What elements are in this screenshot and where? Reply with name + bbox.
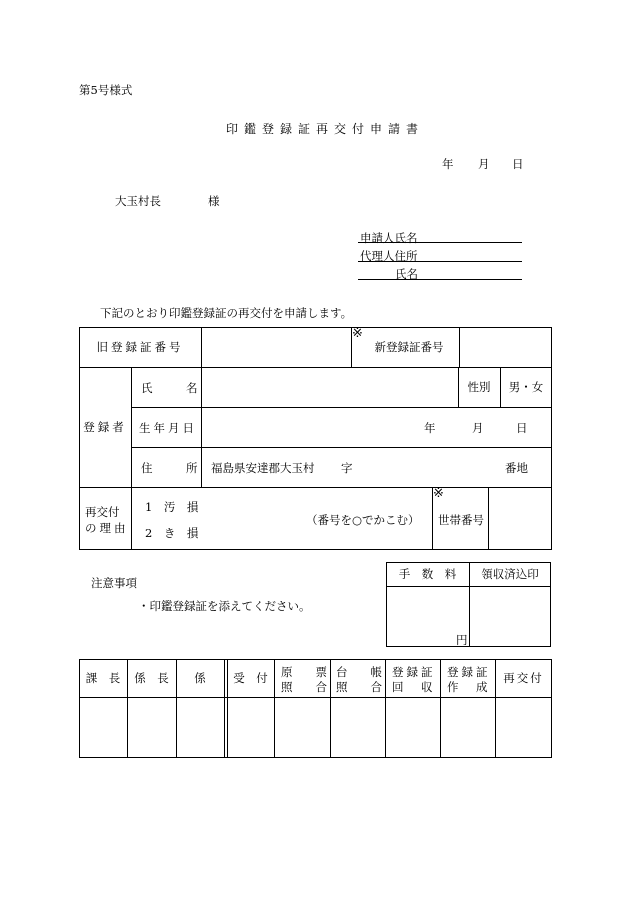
address-aza: 字: [341, 461, 353, 475]
gender-label: 性別: [467, 380, 491, 394]
mark-new-number: ※: [352, 326, 363, 341]
office-header-kaishu-1: 登録証: [392, 665, 436, 679]
form-number: 第5号様式: [79, 83, 133, 97]
office-header-daicho-1: 台 帳: [336, 665, 382, 679]
office-header-genpyo-1: 原 票: [281, 665, 327, 679]
registrant-label: 登録者: [83, 420, 127, 434]
office-header-sakusei-2: 作 成: [447, 680, 491, 694]
applicant-name-line[interactable]: [358, 242, 522, 243]
gender-options[interactable]: 男・女: [508, 380, 544, 394]
reason-option-2[interactable]: 2 き 損: [145, 526, 199, 540]
fee-label: 手 数 料: [398, 567, 457, 581]
address-banchi: 番地: [505, 461, 528, 475]
reason-label-2: の理由: [85, 521, 129, 535]
office-header-sakusei-1: 登録証: [447, 665, 491, 679]
office-header-saikofu: 再交付: [503, 671, 544, 685]
birth-day: 日: [516, 421, 528, 435]
birth-label: 生年月日: [139, 421, 197, 435]
agent-address-label: 代理人住所: [360, 249, 418, 263]
agent-name-label: 氏名: [395, 267, 418, 281]
office-header-kakaricho: 係 長: [134, 671, 169, 685]
birth-year: 年: [424, 421, 436, 435]
office-header-daicho-2: 照 合: [336, 680, 382, 694]
office-header-kaishu-2: 回 収: [392, 680, 436, 694]
intro-text: 下記のとおり印鑑登録証の再交付を申請します。: [100, 306, 353, 320]
agent-name-line[interactable]: [358, 279, 522, 280]
address-label-1: 住: [141, 461, 153, 475]
office-header-kakari: 係: [194, 671, 206, 685]
old-number-field[interactable]: [201, 327, 351, 367]
yen-label: 円: [456, 633, 468, 647]
applicant-name-label: 申請人氏名: [360, 231, 418, 245]
birth-month: 月: [472, 421, 484, 435]
mark-household: ※: [433, 486, 444, 501]
date-day: 日: [512, 157, 524, 171]
office-header-kacho: 課 長: [85, 671, 121, 685]
stamp-label: 領収済込印: [481, 567, 539, 581]
page-title: 印鑑登録証再交付申請書: [226, 122, 425, 136]
addressee-honorific: 様: [208, 194, 220, 208]
office-header-uketsuke: 受 付: [233, 671, 268, 685]
notes-item: ・印鑑登録証を添えてください。: [138, 599, 311, 613]
office-header-genpyo-2: 照 合: [281, 680, 327, 694]
old-number-label: 旧登録証番号: [96, 340, 184, 354]
agent-address-line[interactable]: [358, 261, 522, 262]
name-label-2: 名: [186, 381, 198, 395]
household-number-field[interactable]: [488, 487, 552, 550]
registrant-name-field[interactable]: [201, 367, 458, 407]
household-label: 世帯番号: [438, 513, 484, 527]
date-year: 年: [442, 157, 454, 171]
date-month: 月: [478, 157, 490, 171]
address-label-2: 所: [186, 461, 198, 475]
reason-label-1: 再交付: [85, 505, 120, 519]
notes-title: 注意事項: [91, 576, 137, 590]
new-number-field[interactable]: [459, 327, 552, 367]
name-label-1: 氏: [141, 381, 153, 395]
addressee-name: 大玉村長: [115, 194, 161, 208]
reason-note: （番号を○でかこむ）: [306, 513, 420, 527]
reason-option-1[interactable]: 1 汚 損: [145, 500, 199, 514]
new-number-label: 新登録証番号: [374, 340, 444, 354]
address-prefix: 福島県安達郡大玉村: [211, 461, 315, 475]
